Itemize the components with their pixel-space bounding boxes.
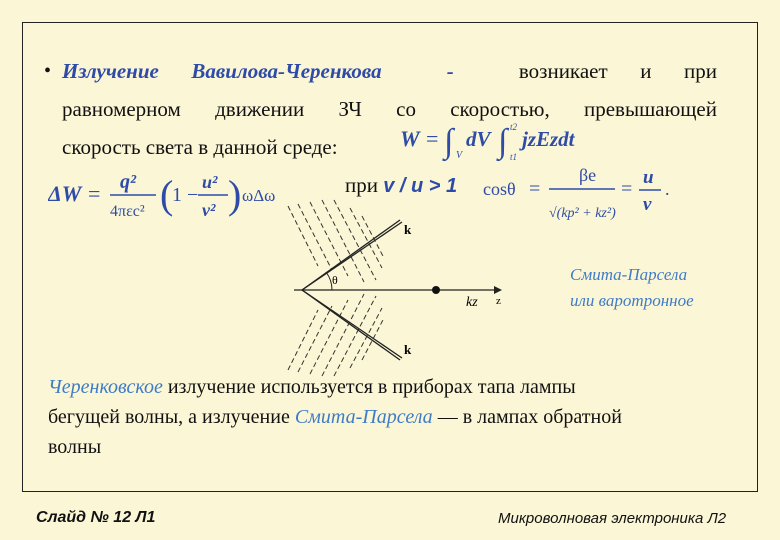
formula-power-v: V [456, 150, 463, 161]
k-arrow-lower [302, 290, 402, 358]
condition-label: при [345, 173, 378, 197]
formula-power-dv: dV [466, 127, 491, 151]
label-k-top: k [404, 222, 412, 237]
bullet-line-1 [62, 52, 717, 90]
formula-power-eq: = [426, 126, 439, 151]
integral-icon-2: ∫ [498, 123, 508, 160]
paren-left-icon: ( [160, 172, 174, 217]
formula-power-svg [398, 118, 588, 166]
term-cherenkov: Черенковское [48, 376, 163, 398]
term-smith-purcell: Смита-Парсела [294, 406, 433, 428]
formula-dw-one-minus: 1 − [172, 184, 199, 206]
bullet-dash: - [446, 59, 454, 83]
formula-cos-eq: = [529, 178, 541, 200]
condition [345, 173, 457, 198]
z-axis-arrow-icon [494, 286, 502, 294]
paragraph-text-2: бегущей волны, а излучение [48, 406, 295, 428]
formula-cos-num2: u [643, 167, 654, 188]
formula-power [398, 118, 588, 171]
footer-slide-number: Слайд № 12 Л1 [36, 509, 156, 526]
label-z: z [496, 295, 501, 307]
formula-power-t1: t1 [510, 152, 518, 162]
formula-cos-den2: v [643, 194, 652, 215]
formula-cos-den: √(kp² + kz²) [549, 206, 616, 221]
formula-cos-dot: . [665, 179, 670, 199]
side-note [570, 262, 694, 314]
formula-cos-lhs: cosθ [483, 179, 516, 199]
label-kz: kz [466, 295, 478, 310]
paragraph-line-1 [48, 372, 708, 402]
bullet-line1-rest: возникает и при [518, 59, 718, 83]
bullet-dot-icon: • [44, 60, 52, 82]
paren-right-icon: ) [228, 172, 242, 217]
body-paragraph [48, 372, 708, 462]
label-theta: θ [332, 273, 338, 287]
formula-power-integrand: jzEzdt [522, 127, 575, 151]
formula-dw-tail: ωΔω [242, 186, 276, 205]
side-note-line-1: Смита-Парсела [570, 265, 688, 284]
particle-dot [432, 286, 440, 294]
bullet-title: Излучение Вавилова-Черенкова [62, 59, 382, 83]
cherenkov-diagram [270, 198, 530, 378]
paragraph-text-3: — в лампах обратной [432, 406, 622, 428]
condition-expr: v / u > 1 [383, 175, 458, 197]
bullet-line-2: равномерном движении ЗЧ со скоростью, превышающей [62, 97, 717, 121]
formula-dw-lhs: ΔW [48, 181, 82, 206]
formula-dw-eq: = [88, 181, 101, 206]
wavefronts-lower [288, 294, 384, 376]
formula-dw-den: 4πεc² [110, 203, 145, 220]
formula-dw-num: q² [120, 171, 136, 193]
formula-energy-svg [48, 168, 288, 226]
paragraph-line-3: волны [48, 436, 102, 458]
paragraph-line-2 [48, 402, 708, 432]
formula-cos-eq2: = [621, 178, 633, 200]
formula-dw-pden: v² [202, 200, 216, 220]
bullet-paragraph [44, 52, 718, 166]
integral-icon: ∫ [444, 123, 454, 160]
k-arrow-upper [302, 222, 402, 290]
formula-cos-num: βe [579, 165, 597, 185]
footer-course-title: Микроволновая электроника Л2 [498, 510, 727, 527]
formula-dw-pnum: u² [202, 172, 218, 192]
formula-power-lhs: W [400, 126, 420, 151]
side-note-line-2: или варотронное [570, 291, 694, 310]
label-k-bottom: k [404, 342, 412, 357]
bullet-line-3: скорость света в данной среде: [62, 135, 338, 159]
paragraph-text-1: излучение используется в приборах тапа лампы [162, 376, 576, 398]
formula-power-t2: t2 [510, 122, 518, 132]
formula-energy-loss [48, 168, 288, 231]
